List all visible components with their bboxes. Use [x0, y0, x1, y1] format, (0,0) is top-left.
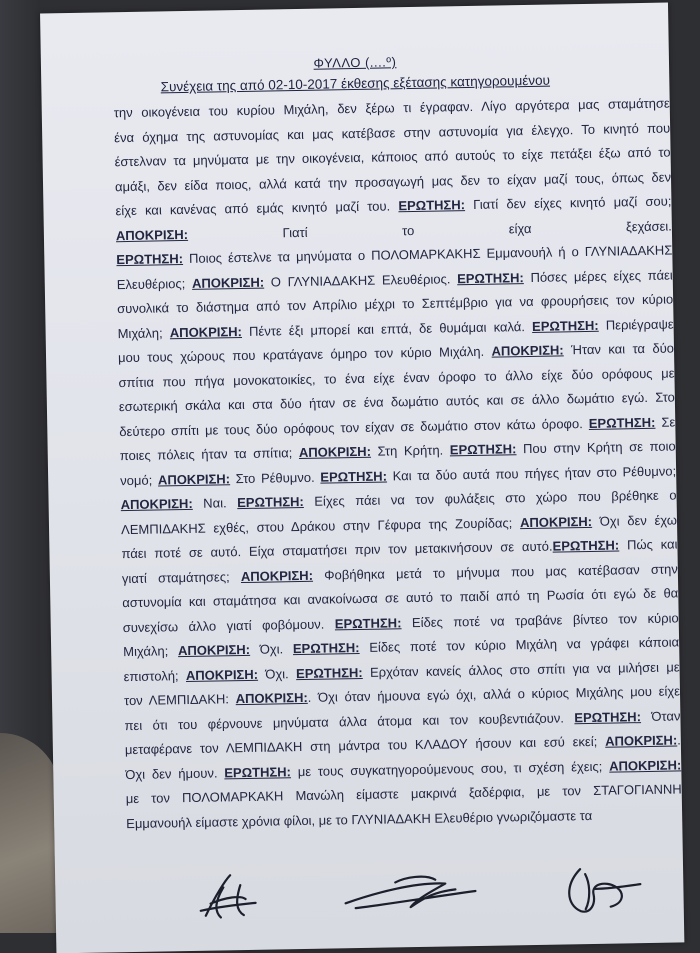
text-segment: γιατί σταμάτησες; [121, 568, 241, 586]
text-segment: Όταν [640, 707, 681, 724]
hand-edge [0, 733, 60, 933]
page-subtitle: Συνέχεια της από 02-10-2017 έκθεσης εξέτασης κατηγορουμένου [160, 72, 551, 95]
question-label: ΕΡΩΤΗΣΗ: [320, 467, 388, 485]
text-segment: πάει ποτέ σε αυτό. Είχα σταματήσει πριν τον μετακινήσουν σε αυτό. [121, 538, 553, 562]
text-segment: Όχι δεν ήμουν. [125, 764, 225, 782]
text-segment: Φοβήθηκα μετά το μήνυμα που μας κατέβασαν στην [312, 560, 678, 583]
question-label: ΕΡΩΤΗΣΗ: [456, 269, 524, 286]
text-segment: επιστολή; [123, 667, 187, 684]
question-label: ΕΡΩΤΗΣΗ: [574, 708, 642, 725]
text-segment: με τους συγκατηγορούμενους σου, τι σχέση έχεις; [290, 758, 610, 779]
answer-label: ΑΠΟΚΡΙΣΗ: [235, 689, 308, 707]
text-segment: Ερχόταν κανείς άλλος στο σπίτι για να μιλήσει με [362, 658, 680, 680]
answer-label: ΑΠΟΚΡΙΣΗ: [185, 666, 259, 683]
text-segment: Μιχάλη; [123, 643, 179, 660]
answer-label: ΑΠΟΚΡΙΣΗ: [491, 342, 564, 359]
text-segment: Είδες ποτέ να τραβάνε βίντεο τον κύριο [401, 609, 679, 630]
text-segment: αμάξι, δεν είδα ποιος, αλλά κατά την προσαγωγή μας δεν το είχαν μαζί τους, όπως δεν [114, 168, 672, 194]
answer-label: ΑΠΟΚΡΙΣΗ: [605, 732, 678, 749]
text-segment: Ελευθέριος; [116, 275, 193, 292]
text-segment: εσωτερική σκάλα και στα δύο ήταν σε ένα δωμάτιο αυτός και σε άλλο δωμάτιο εγώ. Στο [118, 389, 675, 415]
text-segment: συνολικά το διάστημα από τον Απρίλιο μέχρι το Σεπτέμβριο για να φρουρήσεις τον κύριο [117, 291, 674, 317]
text-segment: . [677, 732, 681, 748]
question-label: ΕΡΩΤΗΣΗ: [449, 441, 517, 458]
text-segment: Είδες ποτέ τον κύριο Μιχάλη να γράφει κάποια [359, 634, 680, 655]
question-label: ΕΡΩΤΗΣΗ: [552, 537, 620, 554]
question-label: ΕΡΩΤΗΣΗ: [292, 640, 360, 657]
answer-label: ΑΠΟΚΡΙΣΗ: [120, 495, 193, 513]
text-segment: δεύτερο σπίτι με τους δύο ορόφους τον είχαν σε δωμάτιο στον κάτω όροφο. [119, 415, 589, 439]
question-label: ΕΡΩΤΗΣΗ: [224, 763, 292, 780]
text-segment: την οικογένεια του κυρίου Μιχάλη, δεν ξέρω τι έγραφαν. Λίγο αργότερα μας σταμάτησε [113, 95, 670, 121]
text-segment: Εμμανουήλ είμαστε χρόνια φίλοι, με το ΓΛΥΝΙΑΔΑΚΗ Ελευθέριο γνωριζόμαστε τα [126, 807, 593, 831]
answer-label: ΑΠΟΚΡΙΣΗ: [298, 443, 372, 461]
text-segment: μεταφέρανε τον ΛΕΜΠΙΔΑΚΗ στη μάντρα του ΚΛΑΔΟΥ ήσουν και εσύ εκεί; [124, 733, 606, 758]
answer-label: ΑΠΟΚΡΙΣΗ: [157, 470, 231, 487]
text-segment: αστυνομία και σταμάτησα και ανακοίνωσα σε αυτό το παιδί από τη Ρωσία ότι εγώ δε θα [122, 585, 679, 611]
page-title: ΦΥΛΛΟ (....º) [313, 54, 397, 71]
text-segment: πει ότι του φέρνουνε μηνύματα άλλα άτομα και τον κουβεντιάζουν. [124, 709, 575, 733]
text-segment: Μιχάλη; [117, 324, 170, 341]
text-segment: ΛΕΜΠΙΔΑΚΗΣ εχθές, στου Δράκου στην Γέφυρα της Ζουρίδας; [120, 514, 521, 537]
question-label: ΕΡΩΤΗΣΗ: [398, 197, 466, 214]
text-segment: Σε [655, 413, 676, 430]
text-segment: Ποιος έστελνε τα μηνύματα ο ΠΟΛΟΜΑΡΚΑΚΗΣ Εμμανουήλ ή ο ΓΛΥΝΙΑΔΑΚΗΣ [182, 242, 673, 267]
text-segment: μου τους χώρους που κρατάγανε όμηρο τον κύριο Μιχάλη. [117, 343, 492, 366]
question-label: ΕΡΩΤΗΣΗ: [334, 614, 402, 631]
question-label: ΕΡΩΤΗΣΗ: [237, 493, 304, 511]
text-segment: . Όχι όταν ήμουνα εγώ όχι, αλλά ο κύριος Μιχάλης μου είχε [307, 683, 681, 705]
text-segment: Στο Ρέθυμνο. [229, 469, 321, 486]
text-segment: Στη Κρήτη. [370, 442, 450, 459]
text-segment: νομό; [120, 471, 159, 488]
signature-2 [335, 861, 486, 924]
text-segment: Ο ΓΛΥΝΙΑΔΑΚΗΣ Ελευθέριος. [263, 270, 458, 290]
text-segment: Πέντε έξι μπορεί και επτά, δε θυμάμαι καλά. [241, 318, 533, 339]
text-segment: με τον ΠΟΛΟΜΑΡΚΑΚΗ Μανώλη είμαστε μακρινά ξαδέρφια, με τον ΣΤΑΓΟΓΙΑΝΝΗ [125, 781, 682, 807]
text-segment: Όχι. [257, 665, 297, 682]
question-label: ΕΡΩΤΗΣΗ: [116, 251, 184, 268]
text-segment: Ναι. [192, 495, 238, 511]
question-label: ΕΡΩΤΗΣΗ: [588, 414, 656, 431]
question-label: ΕΡΩΤΗΣΗ: [531, 317, 599, 334]
answer-label: ΑΠΟΚΡΙΣΗ: [115, 226, 189, 243]
text-segment: Γιατί δεν είχες κινητό μαζί σου; [464, 193, 672, 213]
answer-label: ΑΠΟΚΡΙΣΗ: [609, 756, 682, 774]
answer-label: ΑΠΟΚΡΙΣΗ: [177, 641, 251, 659]
text-segment: Που στην Κρήτη σε ποιο [516, 438, 676, 457]
statement-body [114, 92, 683, 837]
text-segment: είχε και κανένας από εμάς κινητό μαζί του. [115, 198, 399, 219]
text-segment: Είχες πάει να τον φυλάξεις στο χώρο που βρέθηκε ο [303, 487, 677, 509]
signature-3 [555, 858, 646, 920]
text-segment: τον ΛΕΜΠΙΔΑΚΗ: [123, 691, 236, 709]
text-segment: σπίτια που πήγα μονοκατοικίες, το ένα είχε έναν όροφο το άλλο είχε δύο ορόφους με [118, 364, 675, 390]
signature-1 [185, 865, 266, 926]
text-segment: Πώς και [619, 536, 678, 553]
question-label: ΕΡΩΤΗΣΗ: [295, 664, 363, 681]
text-segment: συνεχίσω άλλο γιατί φοβόμουν. [122, 615, 335, 635]
text-segment: Πόσες μέρες είχες πάει [523, 266, 673, 285]
answer-label: ΑΠΟΚΡΙΣΗ: [240, 567, 314, 584]
document-page [40, 3, 684, 953]
text-segment: Όχι. [249, 641, 294, 657]
text-segment: ποιες πόλεις ήταν τα σπίτια; [119, 445, 300, 464]
text-segment: Και τα δύο αυτά που πήγες ήταν στο Ρέθυμνο; [386, 462, 677, 483]
text-segment: έστελναν τα μηνύματα με την οικογένεια, κάποιος από αυτούς το είχε πετάξει έξω από το [114, 144, 671, 170]
answer-label: ΑΠΟΚΡΙΣΗ: [191, 274, 265, 291]
answer-label: ΑΠΟΚΡΙΣΗ: [519, 513, 593, 530]
text-segment: Όχι δεν έχω [591, 511, 678, 529]
text-segment: ένα όχημα της αστυνομίας και μας κατέβασε στην αστυνομία για έλεγχο. Το κινητό που [114, 120, 671, 145]
text-segment: Περιέγραψε [598, 315, 674, 333]
text-segment: Γιατί το είχα ξεχάσει. [187, 217, 672, 242]
text-segment: Ήταν και τα δύο [563, 340, 675, 358]
answer-label: ΑΠΟΚΡΙΣΗ: [169, 323, 243, 340]
